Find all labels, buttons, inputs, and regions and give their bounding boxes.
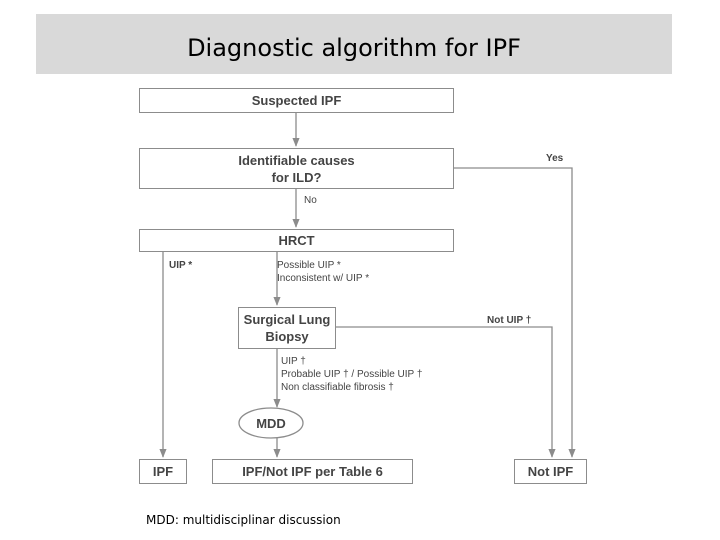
node-not-ipf xyxy=(514,459,587,484)
node-not-ipf-label: Not IPF xyxy=(527,464,574,479)
edge-label-yes: Yes xyxy=(546,153,564,164)
node-hrct xyxy=(139,229,454,252)
edge-label-uip: UIP * xyxy=(169,260,193,271)
node-surgical-lung-biopsy-label: Surgical Lung Biopsy xyxy=(243,312,331,344)
edge-label-not-uip: Not UIP † xyxy=(487,315,532,326)
node-ipf-label: IPF xyxy=(152,464,174,479)
edge-label-inconsistent-uip: Inconsistent w/ UIP * xyxy=(277,273,370,284)
node-mdd-label: MDD xyxy=(256,415,286,431)
edge-label-possible-uip: Possible UIP * xyxy=(277,260,341,271)
node-ipf-not-ipf-per-table-label: IPF/Not IPF per Table 6 xyxy=(242,464,383,479)
node-identifiable-causes xyxy=(139,148,454,189)
edge-label-biopsy-uip: UIP † xyxy=(281,356,306,367)
edge-label-non-classifiable: Non classifiable fibrosis † xyxy=(281,382,394,393)
node-mdd xyxy=(239,410,303,436)
node-identifiable-causes-label: Identifiable causes for ILD? xyxy=(238,152,355,185)
node-suspected-ipf-label: Suspected IPF xyxy=(251,93,342,108)
node-suspected-ipf xyxy=(139,88,454,113)
footnote: MDD: multidisciplinar discussion xyxy=(146,513,341,527)
node-ipf xyxy=(139,459,187,484)
page-title: Diagnostic algorithm for IPF xyxy=(187,34,521,62)
node-surgical-lung-biopsy xyxy=(238,307,336,349)
edge-label-probable-possible-uip: Probable UIP † / Possible UIP † xyxy=(281,369,423,380)
edge-label-no: No xyxy=(304,195,317,206)
edge-identifiable-notipf xyxy=(454,168,572,457)
node-hrct-label: HRCT xyxy=(278,233,315,248)
node-ipf-not-ipf-per-table xyxy=(212,459,413,484)
